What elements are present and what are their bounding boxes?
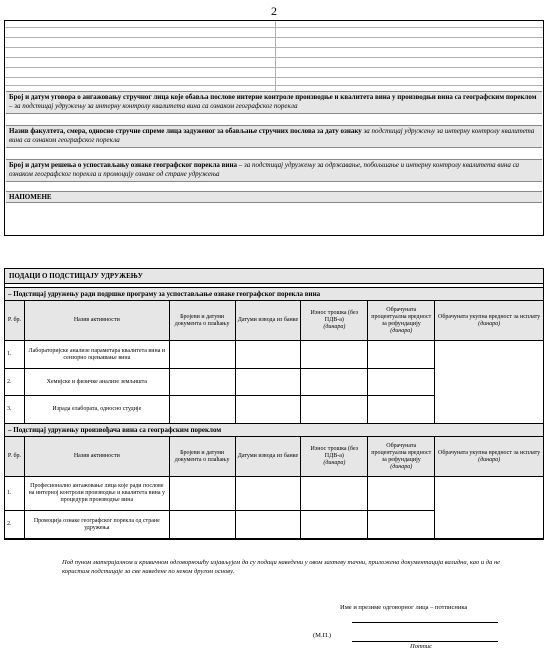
decision-section bbox=[6, 159, 542, 181]
declaration: Под пуном материјалном и кривичном одговорношћу изјављујем да су подаци наведени у овом захтеву тачни, приложена документација валидна, као и да не користим подстицаје за све наведене по неком другом основу. bbox=[62, 559, 501, 575]
contract-field[interactable] bbox=[6, 113, 542, 125]
cell-docs[interactable] bbox=[169, 511, 235, 539]
upper-form bbox=[4, 20, 544, 236]
header-docs: Бројеви и датуми документа о плаћању bbox=[169, 437, 235, 477]
page-number: 2 bbox=[271, 4, 277, 18]
signature-line[interactable] bbox=[352, 641, 498, 642]
cell-docs[interactable] bbox=[169, 341, 235, 369]
cell-amount[interactable] bbox=[301, 341, 368, 369]
header-amount: Износ трошка (без ПДВ-а) (динара) bbox=[301, 437, 368, 477]
cell-refund[interactable] bbox=[368, 477, 435, 511]
row-number: 1. bbox=[5, 477, 25, 511]
contract-label: Број и датум уговора о ангажовању стручног лица које обавља послове интерне контроле производње и квалитета вина у производњи вина са географским пореклом bbox=[9, 93, 537, 101]
row-number: 3. bbox=[5, 396, 25, 424]
cell-amount[interactable] bbox=[301, 477, 368, 511]
cell-docs[interactable] bbox=[169, 369, 235, 396]
faculty-section bbox=[6, 125, 542, 147]
header-total: Обрачуната укупна вредност за исплату (динара) bbox=[435, 301, 544, 341]
cell-total[interactable] bbox=[435, 341, 544, 424]
cell-docs[interactable] bbox=[169, 396, 235, 424]
row-activity: Хемијске и физичке анализе земљишта bbox=[24, 369, 169, 396]
row-activity: Лабораторијске анализе параметара квалитета вина и сензорно оцењивање вина bbox=[24, 341, 169, 369]
header-dates: Датуми извода из банке bbox=[235, 437, 301, 477]
cell-refund[interactable] bbox=[368, 369, 435, 396]
header-no: Р. бр. bbox=[5, 437, 25, 477]
table-row bbox=[5, 477, 544, 511]
decision-field[interactable] bbox=[6, 181, 542, 191]
cell-dates[interactable] bbox=[235, 477, 301, 511]
signer-name-label: Име и презиме одговорног лица – потписника bbox=[340, 604, 468, 611]
column-divider bbox=[275, 21, 276, 91]
header-docs: Бројеви и датуми документа о плаћању bbox=[169, 301, 235, 341]
cell-amount[interactable] bbox=[301, 511, 368, 539]
header-no: Р. бр. bbox=[5, 301, 25, 341]
row-number: 1. bbox=[5, 341, 25, 369]
header-refund: Обрачуната процентуална вредност за рефундацију (динара) bbox=[368, 437, 435, 477]
header-dates: Датуми извода из банке bbox=[235, 301, 301, 341]
header-total: Обрачуната укупна вредност за исплату (динара) bbox=[435, 437, 544, 477]
notes-label: НАПОМЕНЕ bbox=[9, 193, 52, 201]
header-refund: Обрачуната процентуална вредност за рефундацију (динара) bbox=[368, 301, 435, 341]
section2-title: – Подстицај удружењу произвођача вина са географским пореклом bbox=[5, 424, 544, 437]
contract-note: – за подстицај удружењу за интерну контролу квалитета вина са ознаком географског порекла bbox=[9, 102, 298, 110]
header-activity: Назив активности bbox=[24, 301, 169, 341]
decision-note: – за подстицај удружењу за одржавање, побољшање и интерну контролу квалитета вина са ознаком географског порекла и промоцију ознаке од стране удружења bbox=[9, 161, 520, 178]
table-row bbox=[5, 341, 544, 369]
faculty-note: за подстицај удружењу за интерну контролу квалитета вина са ознаком географског порекла bbox=[9, 127, 535, 144]
cell-refund[interactable] bbox=[368, 341, 435, 369]
cell-refund[interactable] bbox=[368, 396, 435, 424]
row-activity: Израда елабората, односно студије bbox=[24, 396, 169, 424]
association-title: ПОДАЦИ О ПОДСТИЦАЈУ УДРУЖЕЊУ bbox=[5, 269, 543, 284]
notes-section bbox=[6, 191, 542, 202]
cell-refund[interactable] bbox=[368, 511, 435, 539]
contract-section bbox=[6, 91, 542, 113]
decision-label: Број и датум решења о успостављању ознаке географског порекла вина bbox=[9, 161, 237, 169]
faculty-field[interactable] bbox=[6, 147, 542, 159]
header-activity: Назив активности bbox=[24, 437, 169, 477]
cell-total[interactable] bbox=[435, 477, 544, 539]
association-table bbox=[4, 287, 544, 539]
row-number: 2. bbox=[5, 511, 25, 539]
cell-dates[interactable] bbox=[235, 369, 301, 396]
notes-field[interactable] bbox=[6, 202, 542, 235]
faculty-label: Назив факултета, смера, односно стручне спреме лица задуженог за обављање стручних послова за дату ознаку bbox=[9, 127, 362, 135]
cell-dates[interactable] bbox=[235, 341, 301, 369]
row-number: 2. bbox=[5, 369, 25, 396]
stamp-label: (М.П.) bbox=[313, 632, 332, 639]
row-activity: Професионално ангажовање лица које ради послове на интерној контроли производње и квалитета вина у процедури производње вина bbox=[24, 477, 169, 511]
cell-dates[interactable] bbox=[235, 396, 301, 424]
cell-docs[interactable] bbox=[169, 477, 235, 511]
section1-title: – Подстицај удружењу ради подршке програму за успостављање ознаке географског порекла вина bbox=[5, 288, 544, 301]
cell-dates[interactable] bbox=[235, 511, 301, 539]
signature-label: Потпис bbox=[410, 643, 433, 650]
row-activity: Промоција ознаке географског порекла од стране удружења bbox=[24, 511, 169, 539]
signer-name-line[interactable] bbox=[352, 622, 498, 623]
cell-amount[interactable] bbox=[301, 396, 368, 424]
header-amount: Износ трошка (без ПДВ-а) (динара) bbox=[301, 301, 368, 341]
cell-amount[interactable] bbox=[301, 369, 368, 396]
